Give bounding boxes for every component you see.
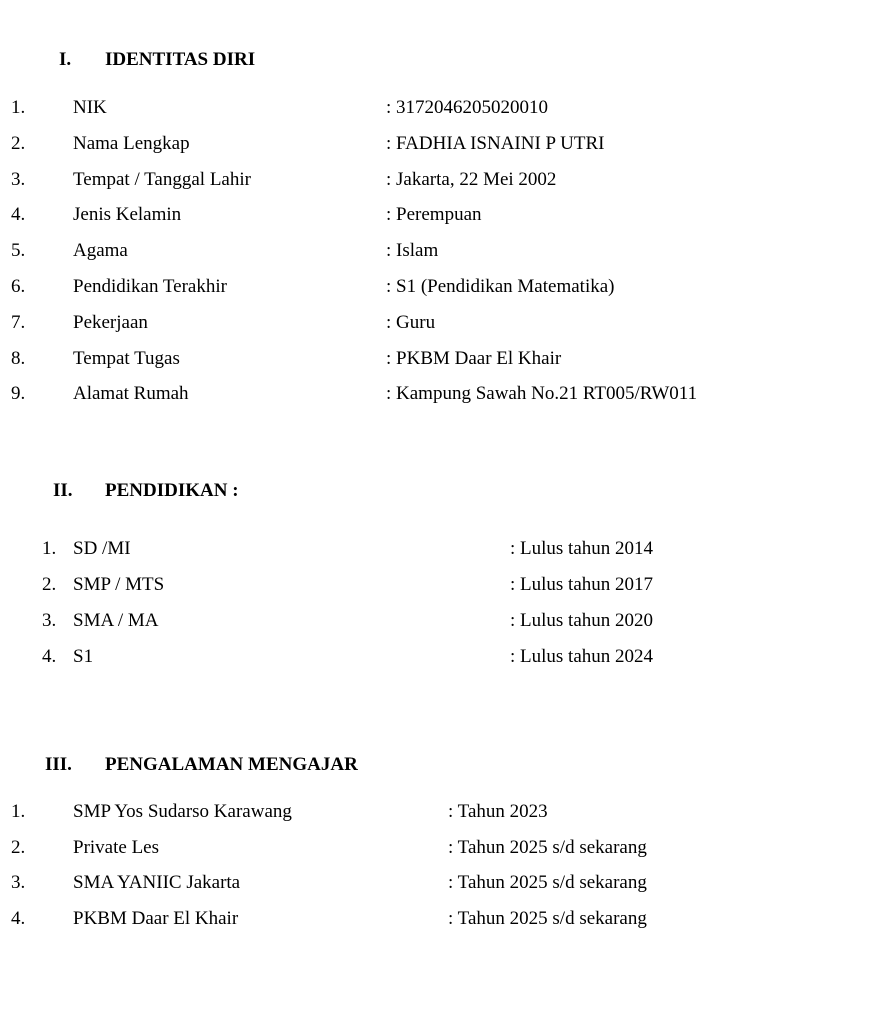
row-number: 1. [42, 538, 57, 559]
row-value: : 3172046205020010 [386, 97, 549, 118]
row-number: 1. [11, 97, 26, 118]
row-label: SMP / MTS [73, 574, 165, 595]
row-label: Alamat Rumah [73, 383, 189, 404]
row-number: 3. [11, 872, 26, 893]
row-number: 2. [11, 133, 26, 154]
row-value: : Perempuan [386, 204, 482, 225]
row-number: 1. [11, 801, 26, 822]
row-label: SMP Yos Sudarso Karawang [73, 801, 292, 822]
row-label: SD /MI [73, 538, 131, 559]
row-number: 3. [42, 610, 57, 631]
row-label: Pekerjaan [73, 312, 148, 333]
row-label: Jenis Kelamin [73, 204, 182, 225]
row-label: Agama [73, 240, 128, 261]
row-label: NIK [73, 97, 107, 118]
row-number: 4. [11, 204, 26, 225]
row-number: 3. [11, 169, 26, 190]
row-label: Nama Lengkap [73, 133, 190, 154]
row-number: 5. [11, 240, 26, 261]
row-value: : Jakarta, 22 Mei 2002 [386, 169, 557, 190]
row-label: Tempat Tugas [73, 348, 180, 369]
row-label: Tempat / Tanggal Lahir [73, 169, 251, 190]
row-value: : S1 (Pendidikan Matematika) [386, 276, 615, 297]
row-label: PKBM Daar El Khair [73, 908, 239, 929]
row-value: : Lulus tahun 2024 [510, 646, 654, 667]
row-number: 2. [11, 837, 26, 858]
row-value: : Tahun 2025 s/d sekarang [448, 837, 647, 858]
row-label: SMA / MA [73, 610, 159, 631]
section-title: PENGALAMAN MENGAJAR [105, 754, 358, 775]
row-label: Private Les [73, 837, 160, 858]
section-title: IDENTITAS DIRI [105, 49, 256, 70]
row-label: SMA YANIIC Jakarta [73, 872, 241, 893]
row-number: 7. [11, 312, 26, 333]
row-number: 4. [42, 646, 57, 667]
row-value: : Tahun 2023 [448, 801, 548, 822]
row-value: : Lulus tahun 2014 [510, 538, 654, 559]
row-value: : Kampung Sawah No.21 RT005/RW011 [386, 383, 698, 404]
row-number: 8. [11, 348, 26, 369]
row-number: 9. [11, 383, 26, 404]
row-value: : FADHIA ISNAINI P UTRI [386, 133, 605, 154]
section-numeral: I. [59, 49, 72, 70]
row-number: 2. [42, 574, 57, 595]
section-numeral: III. [45, 754, 72, 775]
row-value: : Lulus tahun 2017 [510, 574, 654, 595]
row-label: S1 [73, 646, 94, 667]
row-value: : Islam [386, 240, 439, 261]
row-number: 4. [11, 908, 26, 929]
row-value: : Tahun 2025 s/d sekarang [448, 908, 647, 929]
row-value: : PKBM Daar El Khair [386, 348, 562, 369]
section-title: PENDIDIKAN : [105, 480, 239, 501]
row-value: : Tahun 2025 s/d sekarang [448, 872, 647, 893]
row-value: : Guru [386, 312, 436, 333]
row-number: 6. [11, 276, 26, 297]
row-value: : Lulus tahun 2020 [510, 610, 654, 631]
row-label: Pendidikan Terakhir [73, 276, 227, 297]
section-numeral: II. [53, 480, 73, 501]
